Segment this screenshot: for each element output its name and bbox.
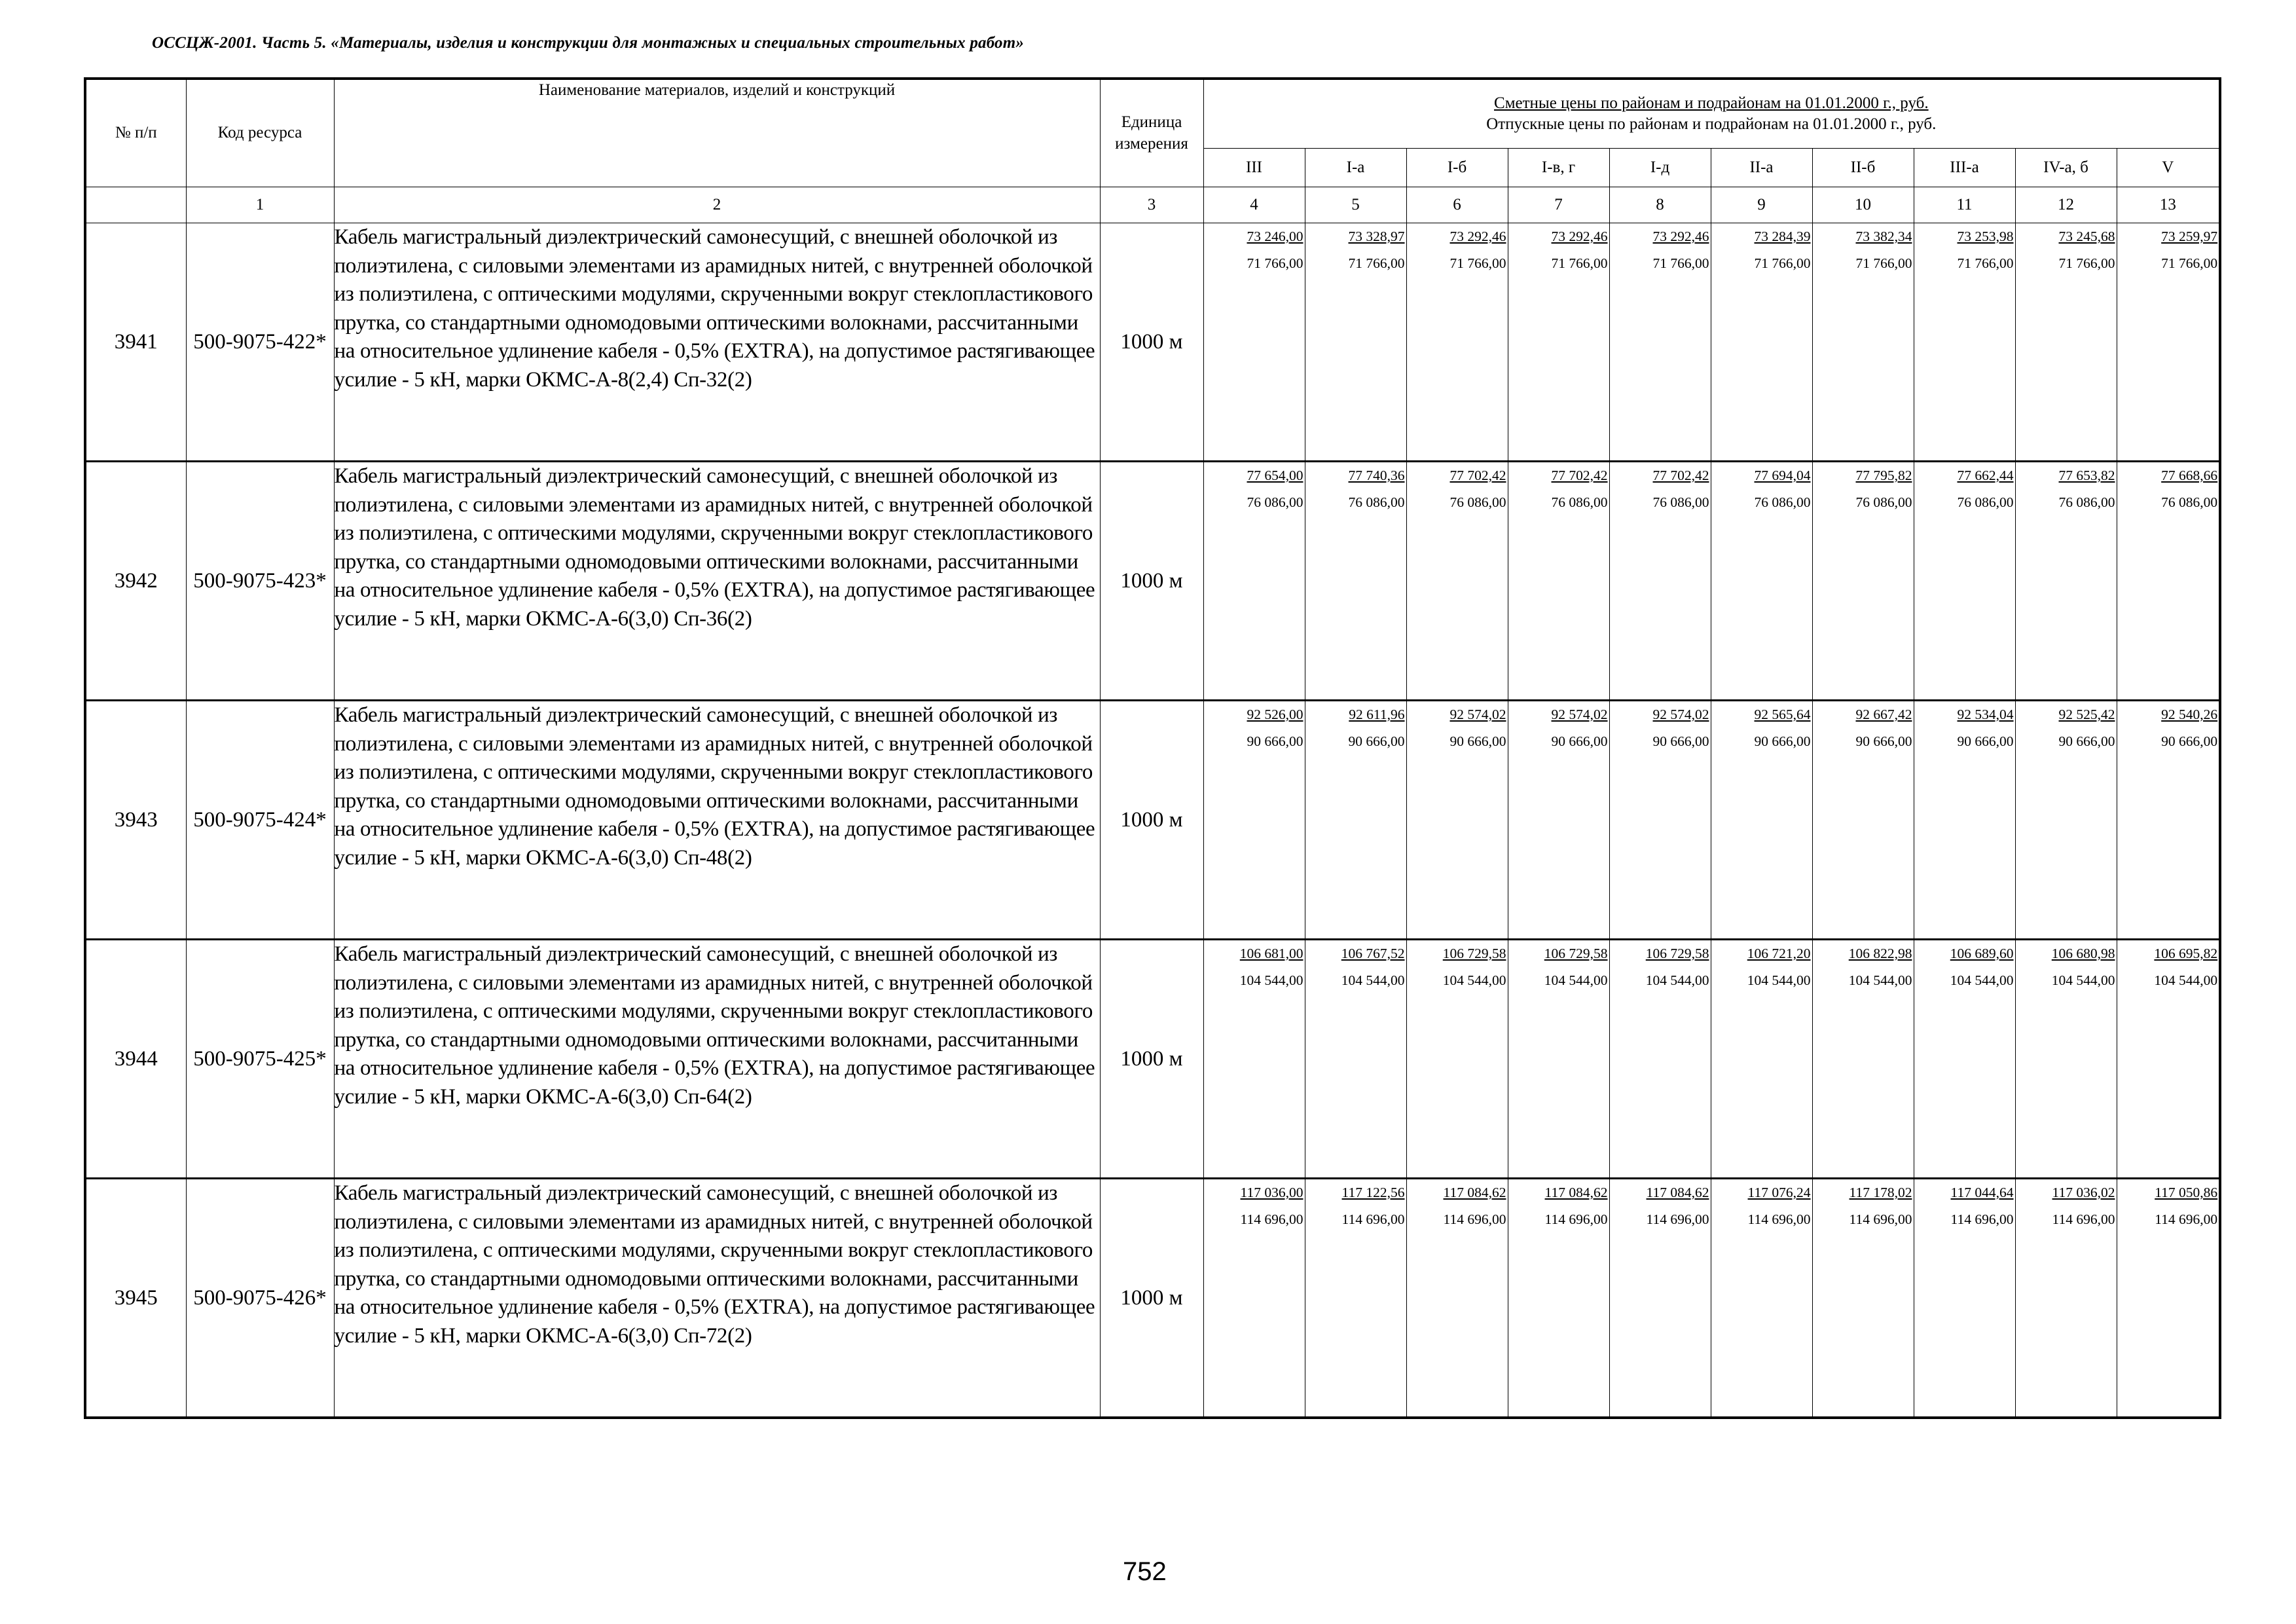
- release-price: 90 666,00: [2161, 733, 2218, 749]
- column-number: 6: [1406, 187, 1508, 223]
- estimate-price: 77 702,42: [1449, 468, 1506, 483]
- estimate-price: 73 259,97: [2161, 229, 2218, 244]
- material-name: Кабель магистральный диэлектрический самонесущий, с внешней оболочкой из полиэтилена, с силовыми элементами из арамидных нитей, с внутренней оболочкой из полиэтилена, с оптическими модулями, скрученными вокруг стеклопластикового прутка, со стандартными одномодовыми оптическими волокнами, рассчитанными на относительное удлинение кабеля - 0,5% (EXTRA), на допустимое растягивающее усилие - 5 кН, марки ОКМС-А-8(2,4) Сп-32(2): [334, 223, 1100, 462]
- resource-code: 500-9075-422*: [186, 223, 334, 462]
- estimate-price: 77 694,04: [1754, 468, 1811, 483]
- release-price: 104 544,00: [1848, 972, 1912, 988]
- release-price: 71 766,00: [1551, 255, 1608, 271]
- estimate-price: 117 122,56: [1341, 1185, 1405, 1200]
- estimate-price: 92 574,02: [1652, 707, 1709, 722]
- price-cell: [1508, 940, 1609, 1179]
- estimate-price-header: Сметные цены по районам и подрайонам на 01.01.2000 г., руб.: [1494, 94, 1929, 112]
- table-body: [85, 223, 2220, 1418]
- price-cell: [1711, 223, 1812, 462]
- price-cell: [1914, 1179, 2015, 1418]
- material-name: Кабель магистральный диэлектрический самонесущий, с внешней оболочкой из полиэтилена, с силовыми элементами из арамидных нитей, с внутренней оболочкой из полиэтилена, с оптическими модулями, скрученными вокруг стеклопластикового прутка, со стандартными одномодовыми оптическими волокнами, рассчитанными на относительное удлинение кабеля - 0,5% (EXTRA), на допустимое растягивающее усилие - 5 кН, марки ОКМС-А-6(3,0) Сп-36(2): [334, 462, 1100, 701]
- unit-of-measure: 1000 м: [1100, 462, 1203, 701]
- estimate-price: 77 702,42: [1652, 468, 1709, 483]
- estimate-price: 73 292,46: [1449, 229, 1506, 244]
- estimate-price: 106 689,60: [1950, 946, 2014, 961]
- document-header: ОССЦЖ-2001. Часть 5. «Материалы, изделия и конструкции для монтажных и специальных строительных работ»: [152, 34, 1025, 52]
- release-price: 114 696,00: [1341, 1211, 1405, 1227]
- price-cell: [1508, 462, 1609, 701]
- release-price: 90 666,00: [1247, 733, 1303, 749]
- release-price: 90 666,00: [1855, 733, 1912, 749]
- estimate-price: 92 667,42: [1855, 707, 1912, 722]
- estimate-price: 92 574,02: [1449, 707, 1506, 722]
- column-number: 5: [1305, 187, 1406, 223]
- price-cell: [1914, 940, 2015, 1179]
- estimate-price: 117 178,02: [1849, 1185, 1912, 1200]
- price-cell: [1609, 940, 1711, 1179]
- district-header: III: [1203, 149, 1305, 187]
- column-number: 12: [2015, 187, 2117, 223]
- column-number: 9: [1711, 187, 1812, 223]
- price-cell: [2117, 462, 2220, 701]
- estimate-price: 73 284,39: [1754, 229, 1811, 244]
- table-row: [85, 940, 2220, 1179]
- release-price: 90 666,00: [2058, 733, 2115, 749]
- estimate-price: 92 526,00: [1247, 707, 1303, 722]
- release-price: 114 696,00: [1240, 1211, 1303, 1227]
- estimate-price: 73 328,97: [1348, 229, 1405, 244]
- release-price: 114 696,00: [1747, 1211, 1811, 1227]
- page-number: 752: [1123, 1557, 1167, 1586]
- estimate-price: 77 668,66: [2161, 468, 2218, 483]
- price-cell: [1305, 701, 1406, 940]
- resource-code: 500-9075-425*: [186, 940, 334, 1179]
- estimate-price: 92 540,26: [2161, 707, 2218, 722]
- district-header: I-б: [1406, 149, 1508, 187]
- price-cell: [1406, 1179, 1508, 1418]
- release-price: 71 766,00: [2058, 255, 2115, 271]
- release-price: 90 666,00: [1551, 733, 1608, 749]
- release-price: 114 696,00: [2052, 1211, 2115, 1227]
- price-cell: [1609, 701, 1711, 940]
- estimate-price: 73 382,34: [1855, 229, 1912, 244]
- release-price: 104 544,00: [2051, 972, 2115, 988]
- column-number-blank: [85, 187, 186, 223]
- estimate-price: 77 654,00: [1247, 468, 1303, 483]
- release-price-header: Отпускные цены по районам и подрайонам на 01.01.2000 г., руб.: [1486, 115, 1937, 133]
- estimate-price: 73 292,46: [1652, 229, 1709, 244]
- release-price: 76 086,00: [1855, 494, 1912, 510]
- district-header: II-б: [1812, 149, 1914, 187]
- column-number: 7: [1508, 187, 1609, 223]
- estimate-price: 106 680,98: [2051, 946, 2115, 961]
- price-cell: [1711, 1179, 1812, 1418]
- unit-of-measure: 1000 м: [1100, 940, 1203, 1179]
- row-number: 3945: [85, 1179, 186, 1418]
- resource-code: 500-9075-424*: [186, 701, 334, 940]
- estimate-price: 106 729,58: [1442, 946, 1506, 961]
- release-price: 76 086,00: [2161, 494, 2218, 510]
- estimate-price: 92 611,96: [1349, 707, 1405, 722]
- estimate-price: 117 084,62: [1544, 1185, 1608, 1200]
- col-header-name: Наименование материалов, изделий и конструкций: [334, 79, 1100, 187]
- column-number-row: [85, 187, 2220, 223]
- release-price: 104 544,00: [2154, 972, 2218, 988]
- estimate-price: 106 822,98: [1848, 946, 1912, 961]
- price-cell: [2015, 223, 2117, 462]
- unit-of-measure: 1000 м: [1100, 1179, 1203, 1418]
- table-row: [85, 1179, 2220, 1418]
- price-cell: [1305, 223, 1406, 462]
- table-row: [85, 701, 2220, 940]
- price-cell: [1203, 940, 1305, 1179]
- release-price: 90 666,00: [1652, 733, 1709, 749]
- estimate-price: 117 036,02: [2052, 1185, 2115, 1200]
- release-price: 104 544,00: [1239, 972, 1303, 988]
- price-cell: [1203, 462, 1305, 701]
- district-header: II-а: [1711, 149, 1812, 187]
- estimate-price: 92 525,42: [2058, 707, 2115, 722]
- release-price: 104 544,00: [1950, 972, 2014, 988]
- price-cell: [1305, 462, 1406, 701]
- estimate-price: 106 767,52: [1341, 946, 1405, 961]
- column-number: 3: [1100, 187, 1203, 223]
- price-cell: [1406, 940, 1508, 1179]
- estimate-price: 117 036,00: [1240, 1185, 1303, 1200]
- estimate-price: 73 245,68: [2058, 229, 2115, 244]
- release-price: 114 696,00: [1544, 1211, 1608, 1227]
- district-header: IV-а, б: [2015, 149, 2117, 187]
- release-price: 76 086,00: [1957, 494, 2014, 510]
- unit-of-measure: 1000 м: [1100, 223, 1203, 462]
- release-price: 76 086,00: [1348, 494, 1405, 510]
- district-header: III-а: [1914, 149, 2015, 187]
- column-number: 8: [1609, 187, 1711, 223]
- price-cell: [1406, 223, 1508, 462]
- price-cell: [1508, 701, 1609, 940]
- col-header-code: Код ресурса: [186, 79, 334, 187]
- material-name: Кабель магистральный диэлектрический самонесущий, с внешней оболочкой из полиэтилена, с силовыми элементами из арамидных нитей, с внутренней оболочкой из полиэтилена, с оптическими модулями, скрученными вокруг стеклопластикового прутка, со стандартными одномодовыми оптическими волокнами, рассчитанными на относительное удлинение кабеля - 0,5% (EXTRA), на допустимое растягивающее усилие - 5 кН, марки ОКМС-А-6(3,0) Сп-72(2): [334, 1179, 1100, 1418]
- price-cell: [1812, 1179, 1914, 1418]
- price-cell: [2015, 940, 2117, 1179]
- estimate-price: 77 662,44: [1957, 468, 2014, 483]
- price-cell: [1203, 1179, 1305, 1418]
- release-price: 71 766,00: [1247, 255, 1303, 271]
- release-price: 76 086,00: [1652, 494, 1709, 510]
- release-price: 114 696,00: [2155, 1211, 2218, 1227]
- row-number: 3942: [85, 462, 186, 701]
- release-price: 114 696,00: [1443, 1211, 1506, 1227]
- price-cell: [1406, 462, 1508, 701]
- price-cell: [1203, 223, 1305, 462]
- estimate-price: 106 681,00: [1239, 946, 1303, 961]
- col-header-num: № п/п: [85, 79, 186, 187]
- table-row: [85, 223, 2220, 462]
- release-price: 114 696,00: [1849, 1211, 1912, 1227]
- release-price: 104 544,00: [1645, 972, 1709, 988]
- estimate-price: 73 246,00: [1247, 229, 1303, 244]
- estimate-price: 117 050,86: [2155, 1185, 2218, 1200]
- material-name: Кабель магистральный диэлектрический самонесущий, с внешней оболочкой из полиэтилена, с силовыми элементами из арамидных нитей, с внутренней оболочкой из полиэтилена, с оптическими модулями, скрученными вокруг стеклопластикового прутка, со стандартными одномодовыми оптическими волокнами, рассчитанными на относительное удлинение кабеля - 0,5% (EXTRA), на допустимое растягивающее усилие - 5 кН, марки ОКМС-А-6(3,0) Сп-64(2): [334, 940, 1100, 1179]
- row-number: 3941: [85, 223, 186, 462]
- price-cell: [1711, 462, 1812, 701]
- estimate-price: 73 292,46: [1551, 229, 1608, 244]
- price-cell: [2117, 1179, 2220, 1418]
- price-cell: [1812, 223, 1914, 462]
- release-price: 71 766,00: [1957, 255, 2014, 271]
- district-header: I-а: [1305, 149, 1406, 187]
- release-price: 76 086,00: [2058, 494, 2115, 510]
- price-cell: [1711, 701, 1812, 940]
- price-cell: [2015, 701, 2117, 940]
- column-number: 10: [1812, 187, 1914, 223]
- district-header: I-д: [1609, 149, 1711, 187]
- price-cell: [1812, 940, 1914, 1179]
- price-cell: [1508, 223, 1609, 462]
- price-table: [84, 77, 2221, 1419]
- estimate-price: 117 044,64: [1950, 1185, 2014, 1200]
- price-cell: [2117, 940, 2220, 1179]
- price-cell: [1914, 701, 2015, 940]
- estimate-price: 77 740,36: [1348, 468, 1405, 483]
- column-number: 1: [186, 187, 334, 223]
- release-price: 71 766,00: [2161, 255, 2218, 271]
- release-price: 76 086,00: [1551, 494, 1608, 510]
- release-price: 104 544,00: [1747, 972, 1811, 988]
- estimate-price: 92 565,64: [1754, 707, 1811, 722]
- release-price: 76 086,00: [1247, 494, 1303, 510]
- unit-of-measure: 1000 м: [1100, 701, 1203, 940]
- release-price: 71 766,00: [1449, 255, 1506, 271]
- district-header: I-в, г: [1508, 149, 1609, 187]
- price-cell: [1812, 701, 1914, 940]
- estimate-price: 106 729,58: [1645, 946, 1709, 961]
- district-header: V: [2117, 149, 2220, 187]
- release-price: 114 696,00: [1950, 1211, 2014, 1227]
- column-number: 13: [2117, 187, 2220, 223]
- release-price: 114 696,00: [1646, 1211, 1709, 1227]
- price-cell: [1609, 1179, 1711, 1418]
- price-cell: [1711, 940, 1812, 1179]
- column-number: 4: [1203, 187, 1305, 223]
- column-number: 11: [1914, 187, 2015, 223]
- estimate-price: 92 574,02: [1551, 707, 1608, 722]
- material-name: Кабель магистральный диэлектрический самонесущий, с внешней оболочкой из полиэтилена, с силовыми элементами из арамидных нитей, с внутренней оболочкой из полиэтилена, с оптическими модулями, скрученными вокруг стеклопластикового прутка, со стандартными одномодовыми оптическими волокнами, рассчитанными на относительное удлинение кабеля - 0,5% (EXTRA), на допустимое растягивающее усилие - 5 кН, марки ОКМС-А-6(3,0) Сп-48(2): [334, 701, 1100, 940]
- release-price: 90 666,00: [1754, 733, 1811, 749]
- release-price: 71 766,00: [1652, 255, 1709, 271]
- price-cell: [1305, 940, 1406, 1179]
- estimate-price: 77 702,42: [1551, 468, 1608, 483]
- price-cell: [1508, 1179, 1609, 1418]
- col-header-prices: [1203, 79, 2220, 149]
- release-price: 90 666,00: [1449, 733, 1506, 749]
- estimate-price: 77 795,82: [1855, 468, 1912, 483]
- estimate-price: 117 084,62: [1646, 1185, 1709, 1200]
- price-cell: [2117, 223, 2220, 462]
- estimate-price: 106 721,20: [1747, 946, 1811, 961]
- release-price: 71 766,00: [1754, 255, 1811, 271]
- estimate-price: 77 653,82: [2058, 468, 2115, 483]
- price-cell: [1203, 701, 1305, 940]
- row-number: 3943: [85, 701, 186, 940]
- row-number: 3944: [85, 940, 186, 1179]
- price-cell: [1406, 701, 1508, 940]
- release-price: 71 766,00: [1855, 255, 1912, 271]
- column-number: 2: [334, 187, 1100, 223]
- header-row: [85, 79, 2220, 149]
- price-cell: [1914, 462, 2015, 701]
- release-price: 90 666,00: [1348, 733, 1405, 749]
- release-price: 76 086,00: [1754, 494, 1811, 510]
- estimate-price: 92 534,04: [1957, 707, 2014, 722]
- price-cell: [1609, 462, 1711, 701]
- col-header-unit: Единица измерения: [1100, 79, 1203, 187]
- price-cell: [1812, 462, 1914, 701]
- release-price: 71 766,00: [1348, 255, 1405, 271]
- release-price: 104 544,00: [1341, 972, 1405, 988]
- price-cell: [1914, 223, 2015, 462]
- price-cell: [1305, 1179, 1406, 1418]
- release-price: 90 666,00: [1957, 733, 2014, 749]
- table-row: [85, 462, 2220, 701]
- resource-code: 500-9075-426*: [186, 1179, 334, 1418]
- price-cell: [2015, 462, 2117, 701]
- release-price: 104 544,00: [1544, 972, 1608, 988]
- estimate-price: 117 076,24: [1747, 1185, 1811, 1200]
- price-cell: [1609, 223, 1711, 462]
- estimate-price: 106 695,82: [2154, 946, 2218, 961]
- price-cell: [2117, 701, 2220, 940]
- resource-code: 500-9075-423*: [186, 462, 334, 701]
- estimate-price: 106 729,58: [1544, 946, 1608, 961]
- release-price: 76 086,00: [1449, 494, 1506, 510]
- estimate-price: 73 253,98: [1957, 229, 2014, 244]
- estimate-price: 117 084,62: [1443, 1185, 1506, 1200]
- release-price: 104 544,00: [1442, 972, 1506, 988]
- price-cell: [2015, 1179, 2117, 1418]
